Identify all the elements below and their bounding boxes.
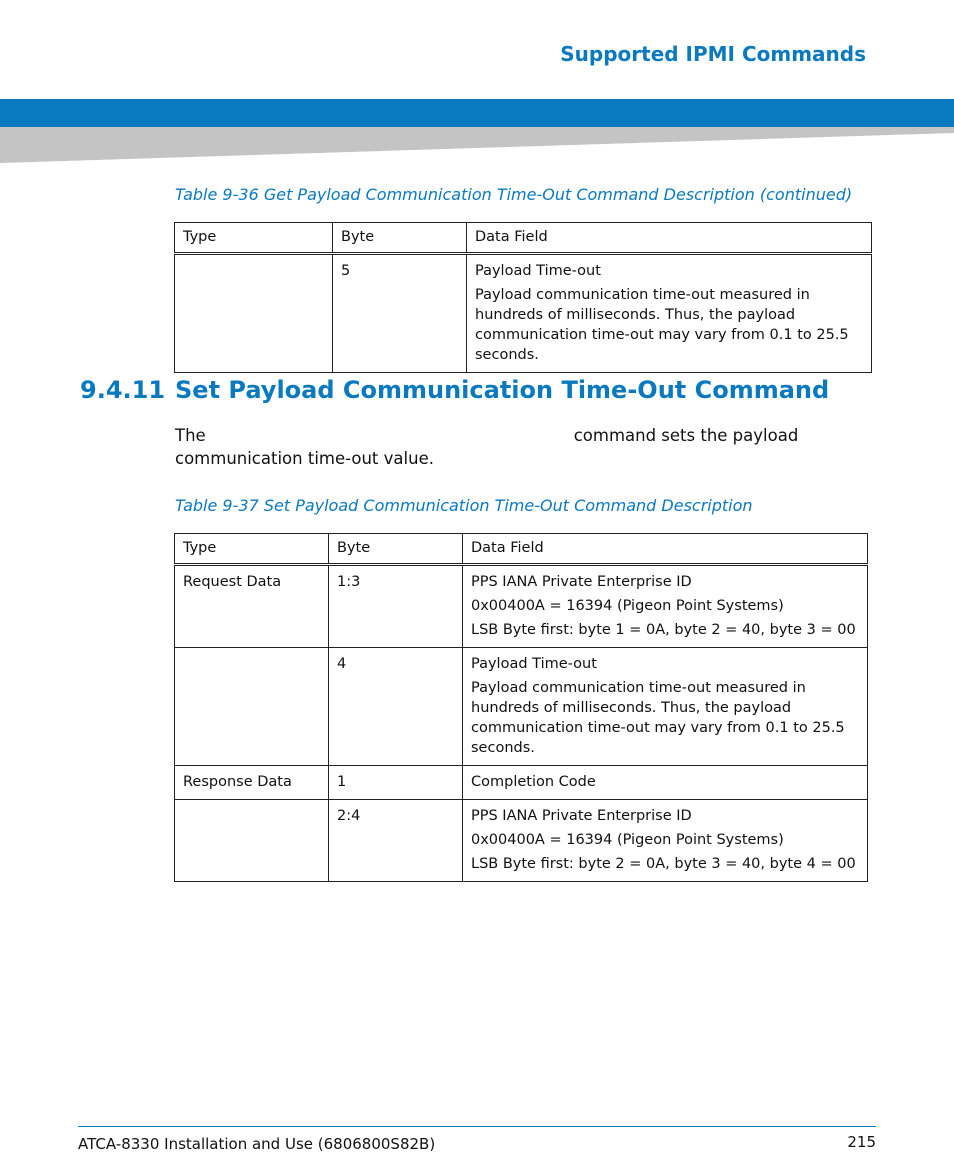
cell-byte: 1:3 [329,565,463,648]
cell-type [175,648,329,766]
cell-data-field [463,800,868,882]
page-number: 215 [847,1133,876,1151]
table1-caption: Table 9-36 Get Payload Communication Time-Out Command Description (continued) [175,185,853,204]
cell-data-field [467,254,872,373]
cell-byte: 1 [329,766,463,800]
data-field-line: LSB Byte first: byte 2 = 0A, byte 3 = 40, byte 4 = 00 [471,856,856,872]
body-line1-end: command sets the payload [573,426,799,445]
footer-rule [78,1126,876,1127]
data-field-line: 0x00400A = 16394 (Pigeon Point Systems) [471,832,784,848]
cell-data-field [463,648,868,766]
cell-type [175,254,333,373]
cell-type: Request Data [175,565,329,648]
cell-data-field [463,565,868,648]
column-header-byte: Byte [333,223,467,254]
table2 [174,533,868,882]
section-heading [80,376,829,404]
column-header-byte: Byte [329,534,463,565]
data-field-line: Payload Time-out [475,263,601,279]
cell-byte: 2:4 [329,800,463,882]
column-header-type: Type [175,534,329,565]
section-number: 9.4.11 [80,376,166,404]
table-row [175,766,868,800]
table-header-row [175,534,868,565]
column-header-data-field: Data Field [463,534,868,565]
body-line2: communication time-out value. [175,449,434,468]
data-field-line: Payload Time-out [471,656,597,672]
cell-type [175,800,329,882]
body-paragraph [175,424,798,470]
body-line1-start: The [175,426,206,445]
table-row [175,800,868,882]
column-header-type: Type [175,223,333,254]
header-grey-wedge [0,127,954,163]
table1 [174,222,872,373]
cell-type: Response Data [175,766,329,800]
data-field-line: Payload communication time-out measured in hundreds of milliseconds. Thus, the payload communication time-out may vary from 0.1 to 25.5 seconds. [475,287,849,363]
column-header-data-field: Data Field [467,223,872,254]
cell-byte: 5 [333,254,467,373]
table-row [175,254,872,373]
table-header-row [175,223,872,254]
table-row [175,565,868,648]
data-field-line: LSB Byte first: byte 1 = 0A, byte 2 = 40, byte 3 = 00 [471,622,856,638]
page-header-title: Supported IPMI Commands [554,40,872,68]
table2-caption: Table 9-37 Set Payload Communication Time-Out Command Description [175,496,753,515]
cell-data-field [463,766,868,800]
section-title: Set Payload Communication Time-Out Command [175,376,830,404]
data-field-line: Payload communication time-out measured in hundreds of milliseconds. Thus, the payload communication time-out may vary from 0.1 to 25.5 seconds. [471,680,845,756]
data-field-line: 0x00400A = 16394 (Pigeon Point Systems) [471,598,784,614]
table-row [175,648,868,766]
data-field-line: PPS IANA Private Enterprise ID [471,808,692,824]
footer-document-title: ATCA-8330 Installation and Use (6806800S82B) [78,1135,436,1153]
cell-byte: 4 [329,648,463,766]
header-blue-bar [0,99,954,127]
data-field-line: PPS IANA Private Enterprise ID [471,574,692,590]
data-field-line: Completion Code [471,774,596,790]
